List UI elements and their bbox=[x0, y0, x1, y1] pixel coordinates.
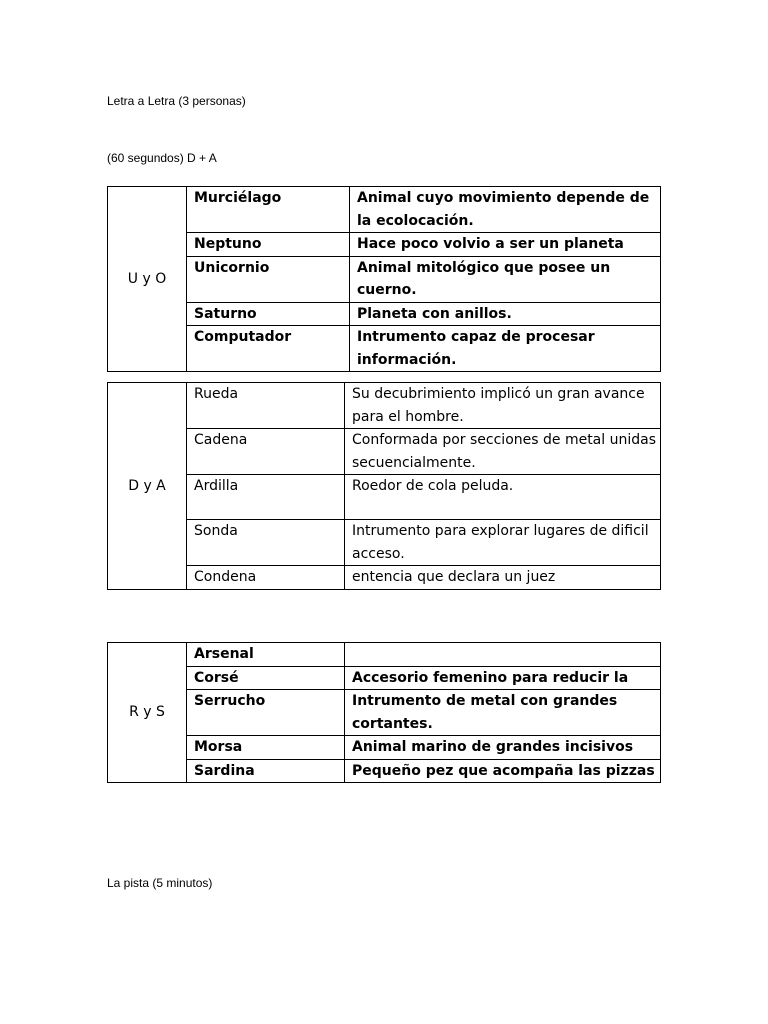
word-cell: Sonda bbox=[187, 520, 345, 566]
definition-cell: Animal marino de grandes incisivos bbox=[345, 736, 661, 760]
definition-cell: Roedor de cola peluda. bbox=[345, 475, 661, 520]
definition-cell: Animal mitológico que posee un cuerno. bbox=[350, 256, 661, 302]
word-cell: Morsa bbox=[187, 736, 345, 760]
definition-cell: Animal cuyo movimiento depende de la ecolocación. bbox=[350, 187, 661, 233]
word-table-d-a bbox=[107, 382, 661, 590]
word-table-u-o bbox=[107, 186, 661, 372]
definition-cell: Intrumento de metal con grandes cortantes. bbox=[345, 690, 661, 736]
heading-title: Letra a Letra (3 personas) bbox=[107, 94, 246, 108]
definition-cell: Pequeño pez que acompaña las pizzas bbox=[345, 759, 661, 783]
heading-subtitle: (60 segundos) D + A bbox=[107, 151, 217, 165]
word-cell: Condena bbox=[187, 566, 345, 590]
word-cell: Sardina bbox=[187, 759, 345, 783]
definition-cell: Accesorio femenino para reducir la bbox=[345, 666, 661, 690]
definition-cell: Intrumento capaz de procesar información. bbox=[350, 326, 661, 372]
definition-cell: Conformada por secciones de metal unidas secuencialmente. bbox=[345, 429, 661, 475]
group-label: U y O bbox=[108, 187, 187, 372]
word-cell: Ardilla bbox=[187, 475, 345, 520]
word-cell: Arsenal bbox=[187, 643, 345, 667]
group-label: R y S bbox=[108, 643, 187, 783]
word-cell: Unicornio bbox=[187, 256, 350, 302]
word-cell: Serrucho bbox=[187, 690, 345, 736]
footer-title: La pista (5 minutos) bbox=[107, 876, 213, 890]
word-cell: Neptuno bbox=[187, 233, 350, 257]
word-cell: Rueda bbox=[187, 383, 345, 429]
definition-cell: Su decubrimiento implicó un gran avance para el hombre. bbox=[345, 383, 661, 429]
word-cell: Saturno bbox=[187, 302, 350, 326]
word-cell: Cadena bbox=[187, 429, 345, 475]
definition-cell: entencia que declara un juez bbox=[345, 566, 661, 590]
definition-cell: Planeta con anillos. bbox=[350, 302, 661, 326]
word-cell: Corsé bbox=[187, 666, 345, 690]
definition-cell bbox=[345, 643, 661, 667]
group-label: D y A bbox=[108, 383, 187, 590]
word-table-r-s bbox=[107, 642, 661, 783]
word-cell: Computador bbox=[187, 326, 350, 372]
definition-cell: Intrumento para explorar lugares de dificil acceso. bbox=[345, 520, 661, 566]
word-cell: Murciélago bbox=[187, 187, 350, 233]
definition-cell: Hace poco volvio a ser un planeta bbox=[350, 233, 661, 257]
